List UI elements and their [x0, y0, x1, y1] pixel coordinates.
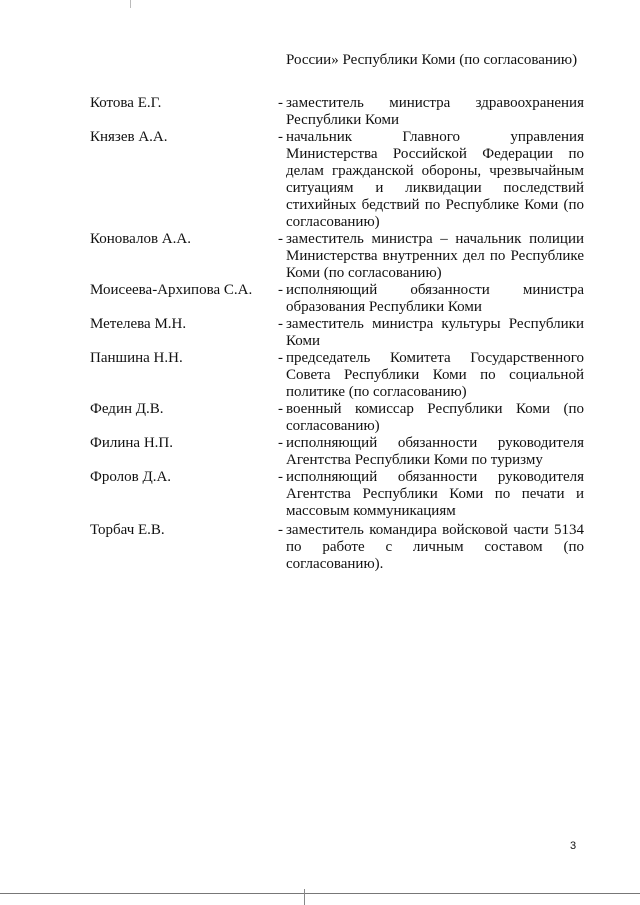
member-position: военный комиссар Республики Коми (по согласованию)	[286, 401, 584, 434]
member-position: начальник Главного управления Министерства Российской Федерации по делам гражданской обороны, чрезвычайным ситуациям и ликвидации последствий стихийных бедствий по Республике Коми (по согласованию)	[286, 129, 584, 230]
member-dash: -	[278, 522, 283, 538]
member-dash: -	[278, 350, 283, 366]
member-name: Метелева М.Н.	[90, 316, 187, 332]
member-name: Паншина Н.Н.	[90, 350, 183, 366]
page-number: 3	[570, 840, 577, 852]
page-bottom-rule	[0, 893, 640, 894]
member-position: заместитель командира войсковой части 5134 по работе с личным составом (по согласованию).	[286, 522, 584, 572]
member-position: исполняющий обязанности руководителя Агентства Республики Коми по туризму	[286, 435, 584, 468]
scan-mark	[130, 0, 131, 8]
member-dash: -	[278, 231, 283, 247]
member-dash: -	[278, 316, 283, 332]
scan-mark	[304, 889, 305, 905]
member-dash: -	[278, 95, 283, 111]
member-dash: -	[278, 469, 283, 485]
member-dash: -	[278, 435, 283, 451]
member-position: заместитель министра здравоохранения Республики Коми	[286, 95, 584, 128]
member-position: исполняющий обязанности министра образования Республики Коми	[286, 282, 584, 315]
member-name: Фролов Д.А.	[90, 469, 172, 485]
member-name: Филина Н.П.	[90, 435, 173, 451]
member-dash: -	[278, 282, 283, 298]
member-name: Князев А.А.	[90, 129, 168, 145]
member-name: Федин Д.В.	[90, 401, 164, 417]
member-name: Торбач Е.В.	[90, 522, 165, 538]
member-position: председатель Комитета Государственного Совета Республики Коми по социальной политике (по согласованию)	[286, 350, 584, 400]
continued-position-text: России» Республики Коми (по согласованию)	[286, 52, 578, 68]
member-position: заместитель министра культуры Республики Коми	[286, 316, 584, 349]
member-name: Коновалов А.А.	[90, 231, 191, 247]
member-dash: -	[278, 401, 283, 417]
member-name: Моисеева-Архипова С.А.	[90, 282, 253, 298]
member-dash: -	[278, 129, 283, 145]
member-position: заместитель министра – начальник полиции Министерства внутренних дел по Республике Коми (по согласованию)	[286, 231, 584, 281]
member-position: исполняющий обязанности руководителя Агентства Республики Коми по печати и массовым коммуникациям	[286, 469, 584, 519]
member-name: Котова Е.Г.	[90, 95, 162, 111]
